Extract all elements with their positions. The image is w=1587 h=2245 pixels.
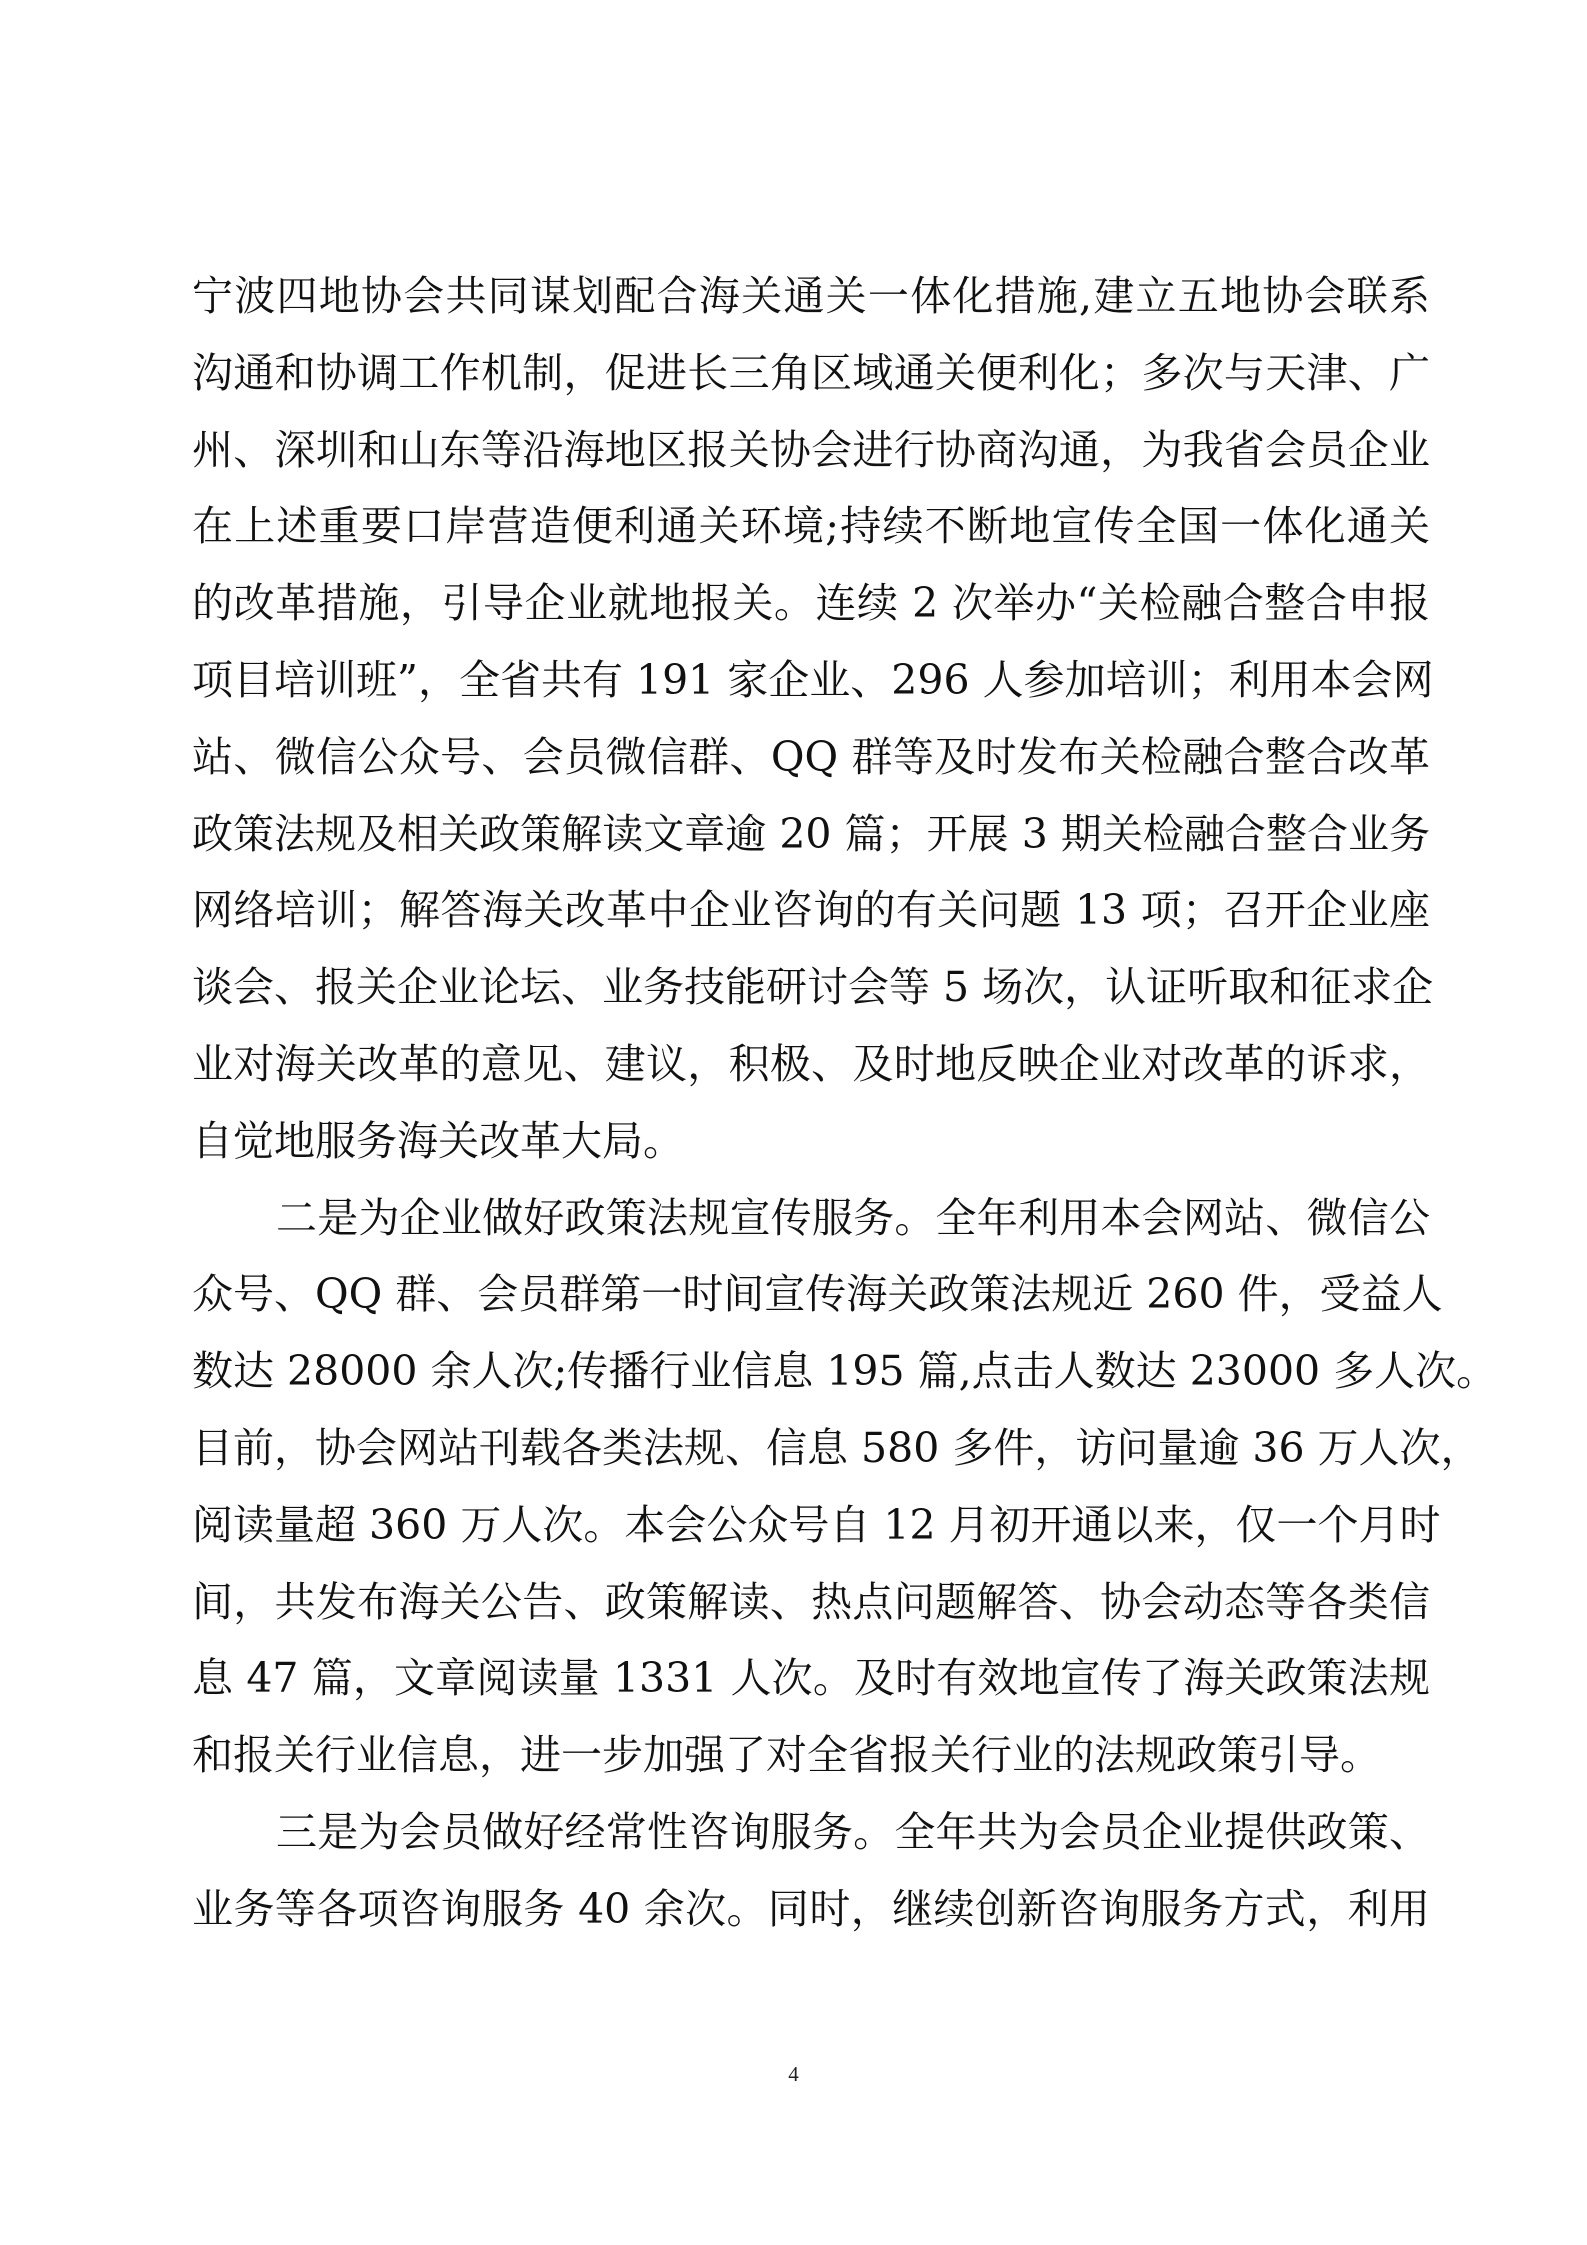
paragraph-1-line-9: 网络培训；解答海关改革中企业咨询的有关问题 13 项；召开企业座 [192,886,1430,935]
paragraph-1-line-3: 州、深圳和山东等沿海地区报关协会进行协商沟通，为我省会员企业 [192,425,1430,474]
paragraph-1-line-4: 在上述重要口岸营造便利通关环境;持续不断地宣传全国一体化通关 [192,502,1430,551]
paragraph-3-line-1: 三是为会员做好经常性咨询服务。全年共为会员企业提供政策、 [276,1807,1430,1856]
body-text [192,258,1498,1948]
paragraph-2-line-4: 目前，协会网站刊载各类法规、信息 580 多件，访问量逾 36 万人次， [192,1423,1482,1472]
paragraph-2-line-8: 和报关行业信息，进一步加强了对全省报关行业的法规政策引导。 [192,1731,1381,1780]
paragraph-1-line-5: 的改革措施，引导企业就地报关。连续 2 次举办“关检融合整合申报 [192,579,1430,628]
paragraph-2-line-6: 间，共发布海关公告、政策解读、热点问题解答、协会动态等各类信 [192,1577,1430,1626]
paragraph-2-line-5: 阅读量超 360 万人次。本会公众号自 12 月初开通以来，仅一个月时 [192,1500,1441,1549]
paragraph-1-line-6: 项目培训班”，全省共有 191 家企业、296 人参加培训；利用本会网 [192,655,1434,704]
paragraph-2-line-3: 数达 28000 余人次;传播行业信息 195 篇,点击人数达 23000 多人次。 [192,1347,1498,1396]
paragraph-2-line-7: 息 47 篇，文章阅读量 1331 人次。及时有效地宣传了海关政策法规 [192,1654,1430,1703]
paragraph-1-line-11: 业对海关改革的意见、建议，积极、及时地反映企业对改革的诉求， [192,1039,1430,1088]
paragraph-3-line-2: 业务等各项咨询服务 40 余次。同时，继续创新咨询服务方式，利用 [192,1884,1430,1933]
paragraph-2-line-2: 众号、QQ 群、会员群第一时间宣传海关政策法规近 260 件，受益人 [192,1270,1443,1319]
paragraph-1-line-1: 宁波四地协会共同谋划配合海关通关一体化措施,建立五地协会联系 [192,272,1430,320]
paragraph-1-line-10: 谈会、报关企业论坛、业务技能研讨会等 5 场次，认证听取和征求企 [192,963,1434,1012]
paragraph-1-line-8: 政策法规及相关政策解读文章逾 20 篇；开展 3 期关检融合整合业务 [192,809,1430,858]
paragraph-1-line-12: 自觉地服务海关改革大局。 [192,1116,684,1165]
page-number: 4 [788,2062,799,2086]
paragraph-1-line-2: 沟通和协调工作机制，促进长三角区域通关便利化；多次与天津、广 [192,348,1430,397]
paragraph-1-line-7: 站、微信公众号、会员微信群、QQ 群等及时发布关检融合整合改革 [192,732,1430,781]
paragraph-2-line-1: 二是为企业做好政策法规宣传服务。全年利用本会网站、微信公 [276,1193,1430,1242]
